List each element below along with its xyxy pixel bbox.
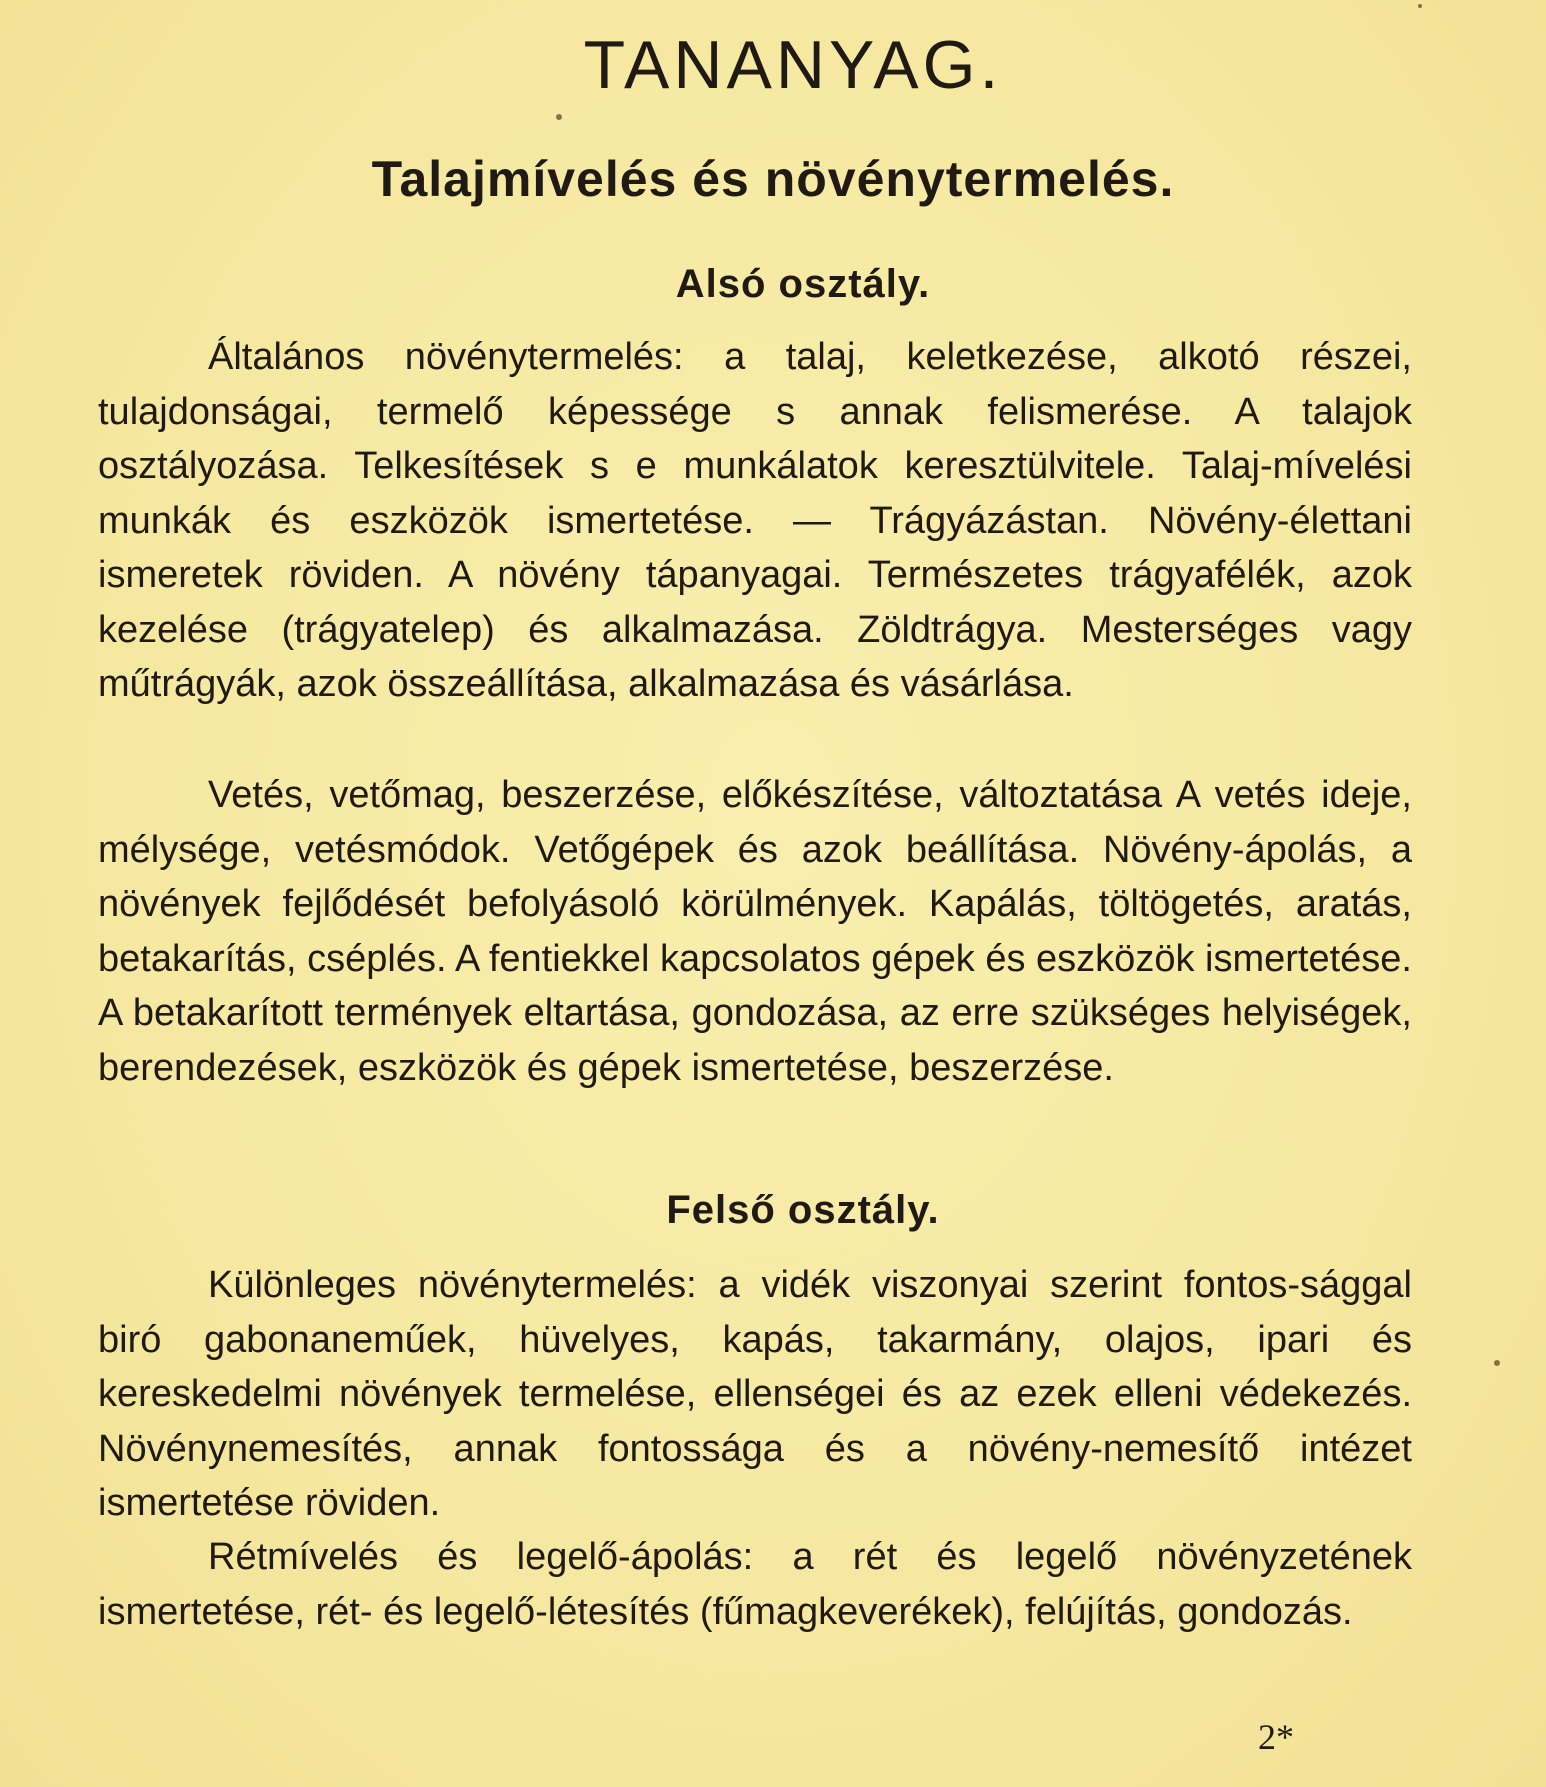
paragraph: Vetés, vetőmag, beszerzése, előkészítése, változtatása A vetés ideje, mélysége, vetésmódok. Vetőgépek és azok beállítása. Növény-ápolás, a növények fejlődését befolyásoló körülmények. Kapálás, töltögetés, aratás, betakarítás, cséplés. A fentiekkel kapcsolatos gépek és eszközök ismertetése. A betakarított termények eltartása, gondozása, az erre szükséges helyiségek, berendezések, eszközök és gépek ismertetése, beszerzése. [98, 774, 1412, 1089]
paragraph: Általános növénytermelés: a talaj, keletkezése, alkotó részei, tulajdonságai, termelő képessége s annak felismerése. A talajok osztályozása. Telkesítések s e munkálatok keresztülvitele. Talaj-mívelési munkák és eszközök ismertetése. — Trágyázástan. Növény-élettani ismeretek röviden. A növény tápanyagai. Természetes trágyafélék, azok kezelése (trágyatelep) és alkalmazása. Zöldtrágya. Mesterséges vagy műtrágyák, azok összeállítása, alkalmazása és vásárlása. [98, 336, 1412, 705]
paragraph: Különleges növénytermelés: a vidék viszonyai szerint fontos-sággal biró gabonaneműek, hüvelyes, kapás, takarmány, olajos, ipari és kereskedelmi növények termelése, ellenségei és az ezek elleni védekezés. Növénynemesítés, annak fontossága és a növény-nemesítő intézet ismertetése röviden. [98, 1264, 1412, 1524]
section-heading-upper-class: Felső osztály. [666, 1188, 940, 1232]
paper-speck [1494, 1360, 1500, 1366]
subject-title: Talajmívelés és növénytermelés. [371, 151, 1175, 207]
paragraph: Rétmívelés és legelő-ápolás: a rét és legelő növényzetének ismertetése, rét- és legelő-létesítés (fűmagkeverékek), felújítás, gondozás. [98, 1536, 1412, 1633]
paper-speck [1418, 4, 1422, 8]
section-heading-lower-class: Alsó osztály. [675, 262, 931, 306]
paper-speck [556, 114, 562, 120]
page-title: TANANYAG. [583, 27, 1003, 103]
page-number: 2* [1258, 1717, 1294, 1757]
